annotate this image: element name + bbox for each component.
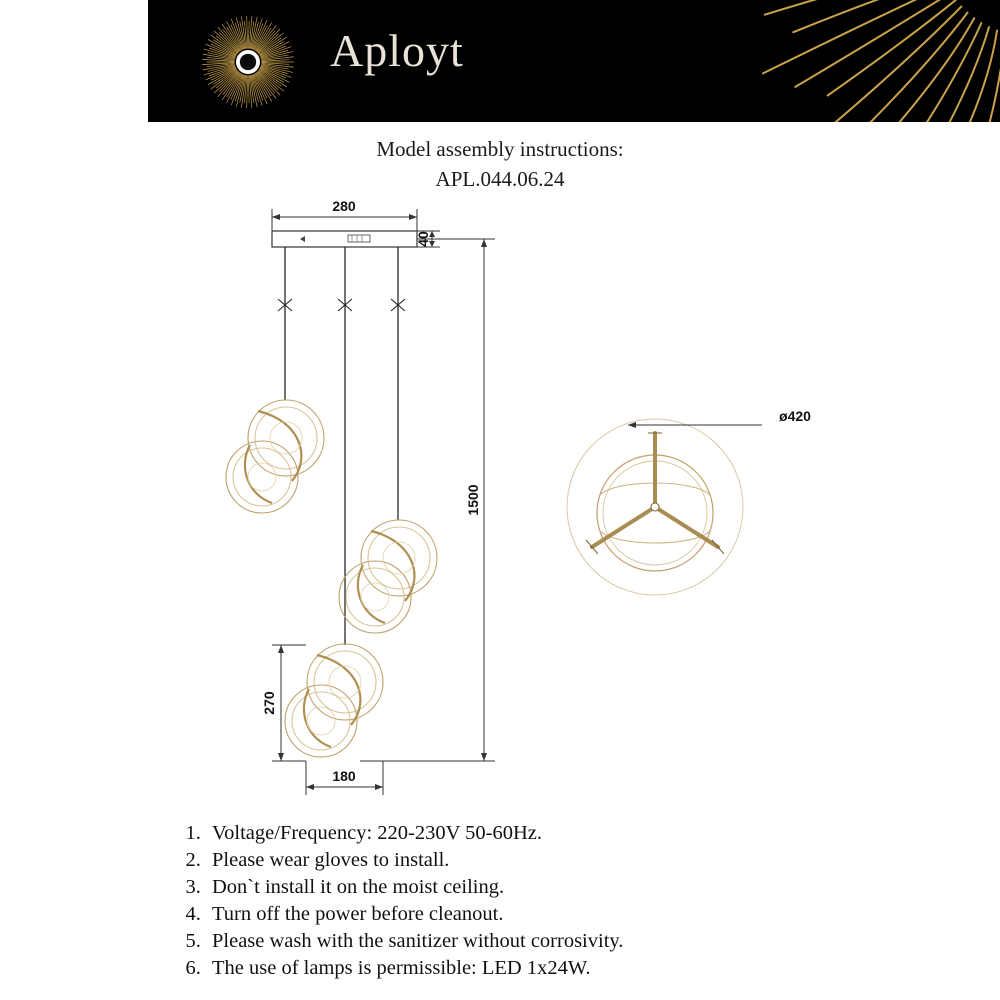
dimension-label-40: 40 — [415, 231, 431, 247]
dimension-label-180: 180 — [332, 768, 356, 784]
dimension-label-270: 270 — [261, 691, 277, 715]
canopy-plate — [272, 231, 417, 247]
lamp-shade-lower — [285, 644, 383, 757]
instruction-item: 3. Don`t install it on the moist ceiling. — [206, 874, 960, 901]
instructions-list — [160, 820, 960, 982]
top-view — [567, 419, 743, 595]
cord-adjusters — [278, 299, 405, 311]
dimension-shade-height — [272, 645, 306, 761]
page-title: Model assembly instructions: — [376, 137, 624, 161]
dimension-label-280: 280 — [332, 198, 356, 214]
instruction-item: 4. Turn off the power before cleanout. — [206, 901, 960, 928]
lamp-shade-middle — [339, 520, 437, 633]
lamp-shade-upper — [226, 400, 324, 513]
brand-banner — [148, 0, 1000, 122]
technical-drawing — [0, 195, 1000, 805]
dimension-label-1500: 1500 — [465, 484, 481, 516]
instruction-item: 1. Voltage/Frequency: 220-230V 50-60Hz. — [206, 820, 960, 847]
model-code: APL.044.06.24 — [435, 167, 565, 191]
dimension-label-diameter: ø420 — [779, 408, 811, 424]
brand-name: Aployt — [330, 25, 464, 76]
dimension-diameter — [628, 422, 762, 428]
instruction-item: 2. Please wear gloves to install. — [206, 847, 960, 874]
sunburst-icon — [200, 14, 296, 110]
fan-rays-icon — [680, 0, 1000, 122]
instruction-item: 6. The use of lamps is permissible: LED 1x24W. — [206, 955, 960, 982]
instruction-item: 5. Please wash with the sanitizer without corrosivity. — [206, 928, 960, 955]
